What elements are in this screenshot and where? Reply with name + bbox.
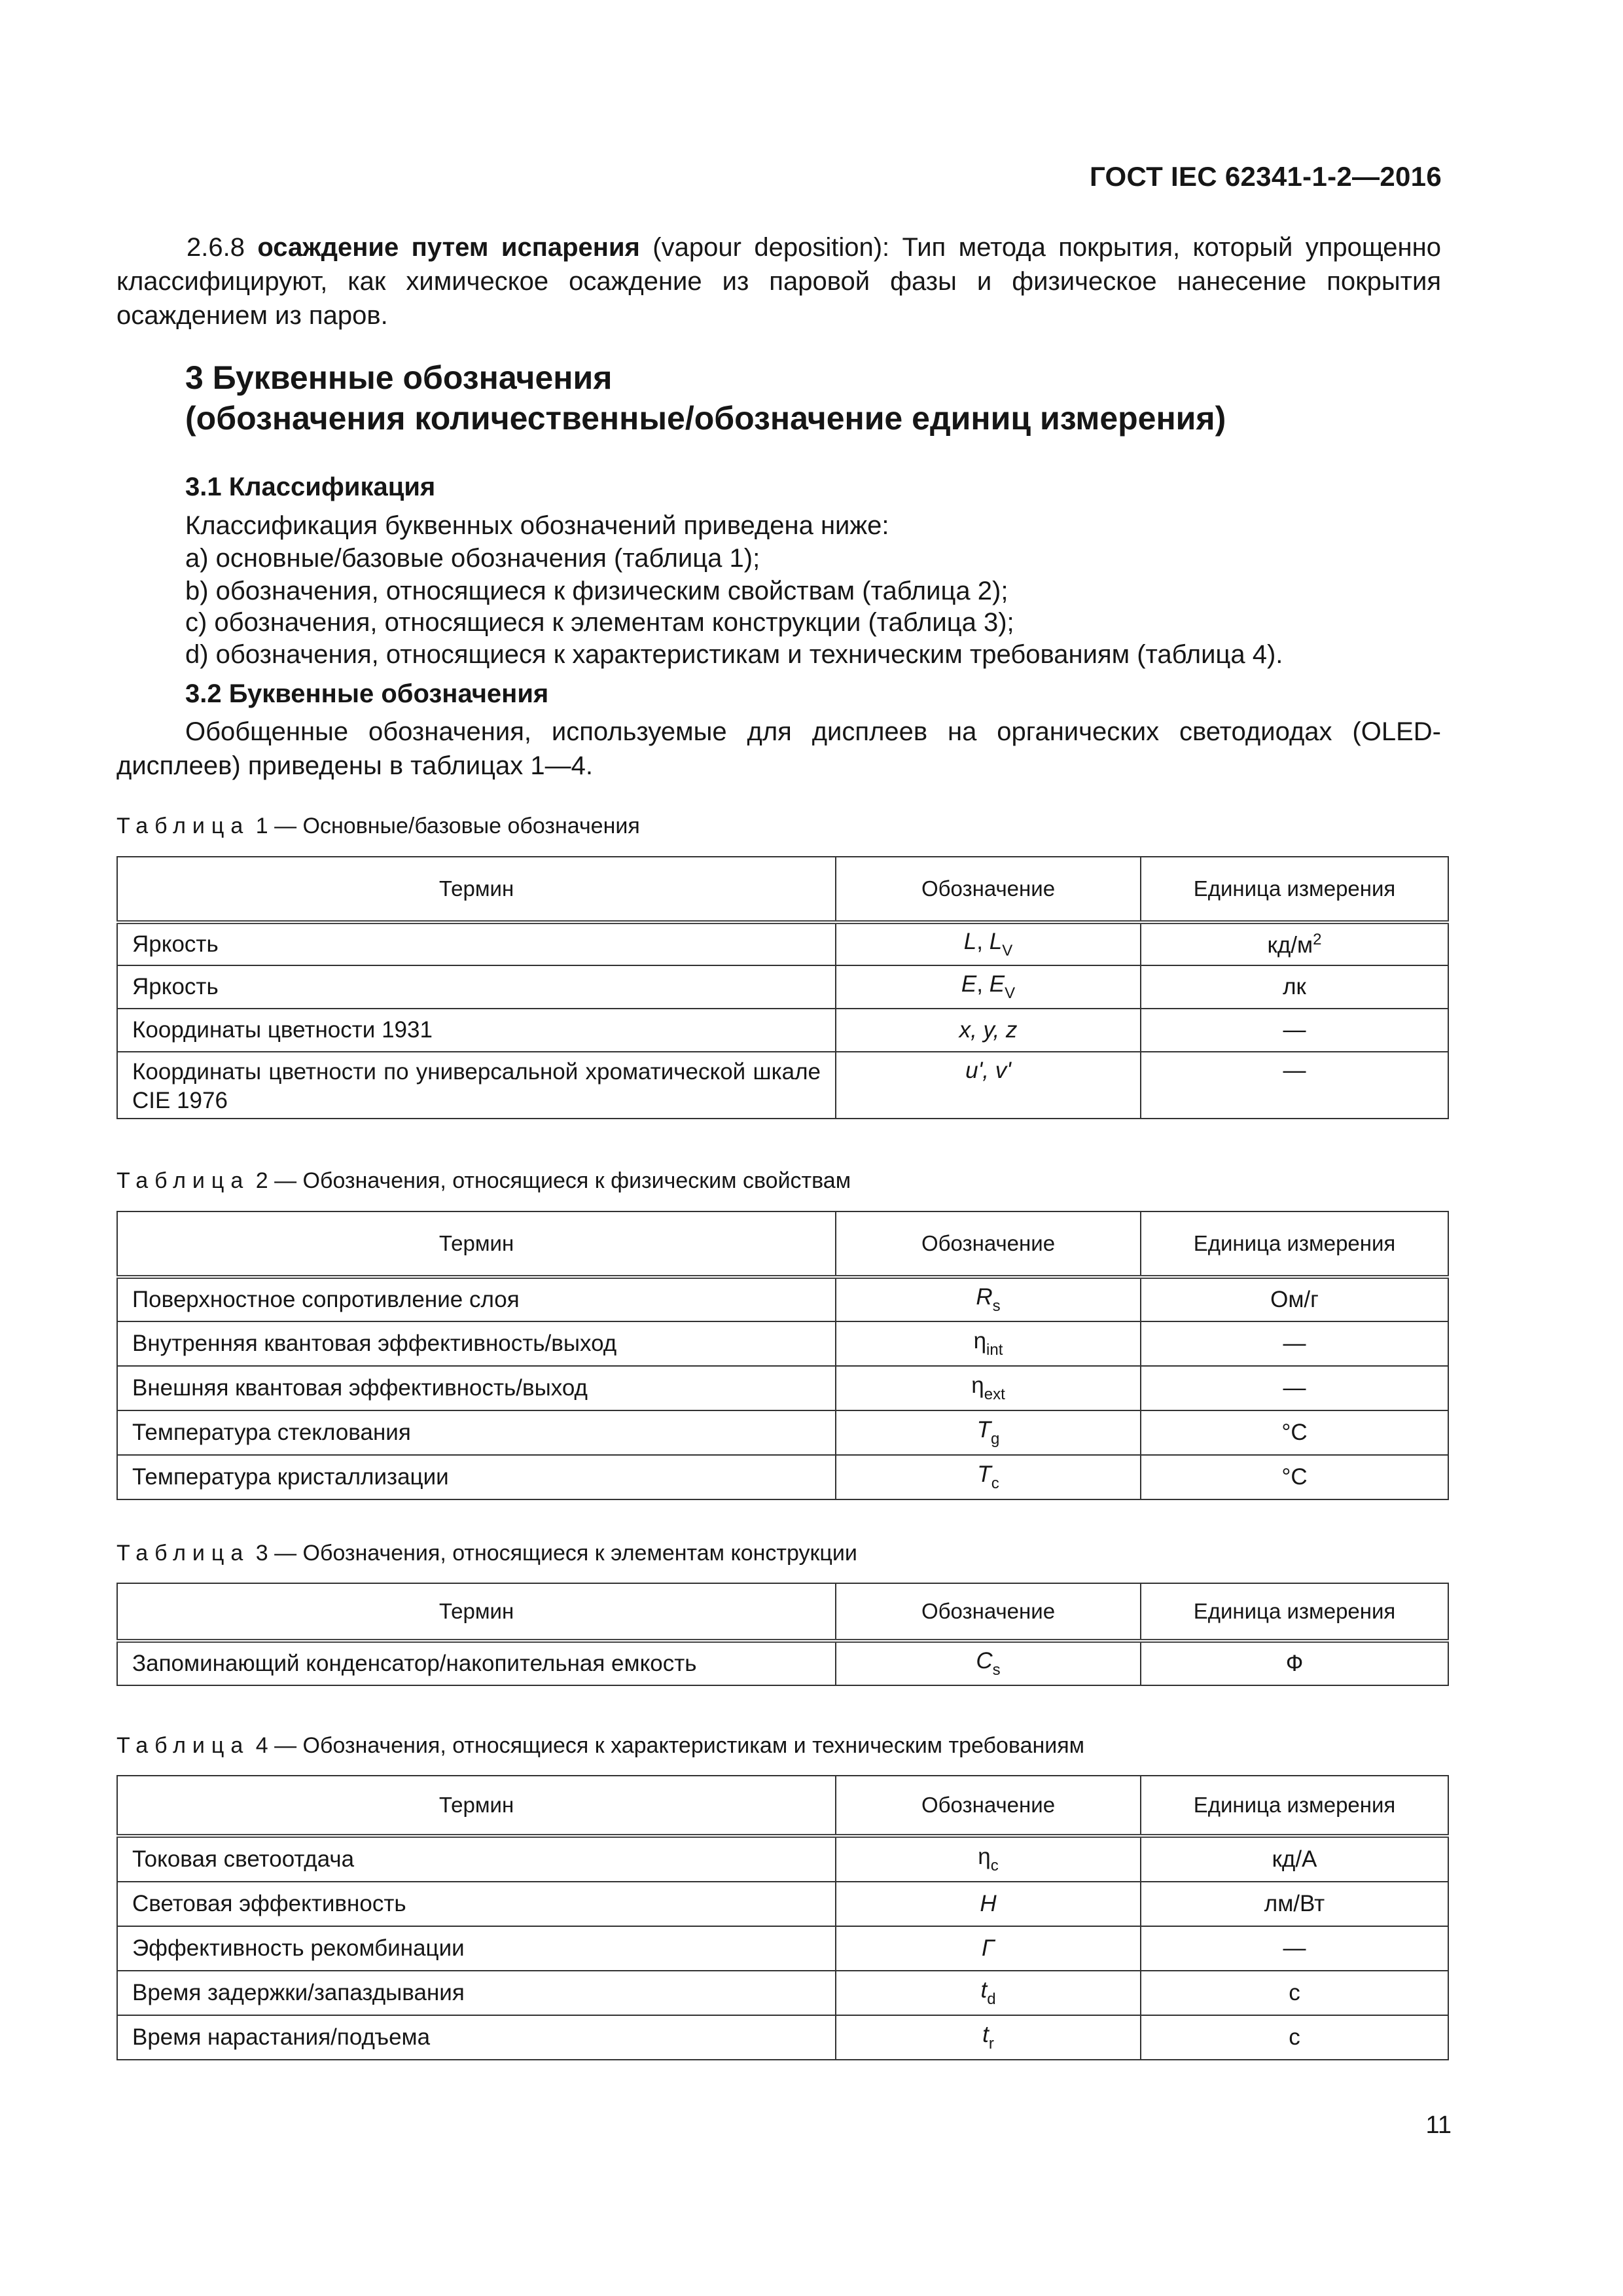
- definition-text: (vapour deposition): Тип метода покрытия, который упрощенно классифицируют, как химическое осаждение из паровой фазы и физическое нанесение покрытия осаждением из паров.: [116, 233, 1441, 330]
- section-3-2-text: Обобщенные обозначения, используемые для дисплеев на органических светодиодах (OLED-дисплеев) приведены в таблицах 1—4.: [116, 717, 1441, 780]
- unit-cell: —: [1141, 1009, 1448, 1052]
- symbol-cell: [836, 965, 1141, 1009]
- symbol-subscript: ext: [984, 1386, 1005, 1403]
- term-cell: Яркость: [117, 965, 836, 1009]
- unit-cell: кд/А: [1141, 1836, 1448, 1882]
- unit-superscript: 2: [1313, 930, 1322, 948]
- symbol-cell: [836, 1366, 1141, 1410]
- table-header-row: [117, 1211, 1448, 1277]
- table-row: [117, 1410, 1448, 1455]
- term-cell: Эффективность рекомбинации: [117, 1926, 836, 1971]
- symbol-cell: [836, 1926, 1141, 1971]
- term-cell: Токовая светоотдача: [117, 1836, 836, 1882]
- symbol-part: η: [973, 1328, 987, 1354]
- classification-item-d: d) обозначения, относящиеся к характеристикам и техническим требованиям (таблица 4).: [185, 640, 1283, 669]
- symbol-cell: [836, 2015, 1141, 2060]
- term-cell: Температура кристаллизации: [117, 1455, 836, 1499]
- symbol-cell: [836, 1836, 1141, 1882]
- header-symbol: Обозначение: [836, 1211, 1141, 1277]
- definition-2-6-8: [116, 230, 1441, 332]
- symbol-part: E: [989, 971, 1005, 997]
- table-2: [116, 1211, 1449, 1500]
- header-unit: Единица измерения: [1141, 1583, 1448, 1641]
- unit-cell: Ф: [1141, 1641, 1448, 1685]
- term-cell: Температура стеклования: [117, 1410, 836, 1455]
- symbol-subscript: g: [991, 1430, 1000, 1448]
- symbol-part: Γ: [982, 1935, 995, 1961]
- definition-number: 2.6.8: [187, 233, 245, 262]
- unit-cell: лм/Вт: [1141, 1882, 1448, 1926]
- symbol-separator: ,: [976, 929, 990, 954]
- term-cell: Внешняя квантовая эффективность/выход: [117, 1366, 836, 1410]
- symbol-part: t: [980, 1977, 988, 2003]
- term-cell: Координаты цветности по универсальной хроматической шкале CIE 1976: [117, 1052, 836, 1119]
- definition-term: осаждение путем испарения: [257, 233, 640, 262]
- symbol-subscript: c: [990, 1857, 999, 1874]
- section-3-1-title: 3.1 Классификация: [185, 473, 436, 501]
- table-row: [117, 922, 1448, 965]
- symbol-part: t: [982, 2022, 989, 2047]
- table-caption-word: Таблица: [116, 1168, 250, 1193]
- term-cell: Световая эффективность: [117, 1882, 836, 1926]
- symbol-part: L: [963, 929, 977, 954]
- header-symbol: Обозначение: [836, 857, 1141, 922]
- section-3-2-title: 3.2 Буквенные обозначения: [185, 679, 549, 708]
- symbol-subscript: V: [1002, 942, 1013, 960]
- symbol-cell: [836, 1277, 1141, 1321]
- unit-cell: —: [1141, 1926, 1448, 1971]
- unit-cell: —: [1141, 1052, 1448, 1119]
- term-cell: Время нарастания/подъема: [117, 2015, 836, 2060]
- unit-cell: [1141, 922, 1448, 965]
- table-row: [117, 1009, 1448, 1052]
- table-row: [117, 1926, 1448, 1971]
- symbol-part: R: [976, 1284, 993, 1310]
- symbol-part: E: [961, 971, 977, 997]
- section-3-1-intro: Классификация буквенных обозначений приведена ниже:: [185, 511, 889, 540]
- symbol-part: T: [977, 1462, 991, 1487]
- table-row: [117, 2015, 1448, 2060]
- symbol-subscript: c: [991, 1475, 999, 1492]
- table-1: [116, 856, 1449, 1119]
- unit-cell: —: [1141, 1366, 1448, 1410]
- table-1-caption: [116, 814, 640, 839]
- header-unit: Единица измерения: [1141, 1776, 1448, 1836]
- term-cell: Координаты цветности 1931: [117, 1009, 836, 1052]
- table-2-caption: [116, 1168, 851, 1194]
- symbol-subscript: s: [992, 1297, 1001, 1315]
- table-row: [117, 1366, 1448, 1410]
- header-symbol: Обозначение: [836, 1776, 1141, 1836]
- symbol-cell: u', v': [836, 1052, 1141, 1119]
- table-row: [117, 1277, 1448, 1321]
- symbol-cell: x, y, z: [836, 1009, 1141, 1052]
- header-term: Термин: [117, 1211, 836, 1277]
- table-row: [117, 1641, 1448, 1685]
- header-symbol: Обозначение: [836, 1583, 1141, 1641]
- table-header-row: [117, 1776, 1448, 1836]
- symbol-separator: ,: [976, 971, 990, 997]
- table-4-caption: [116, 1733, 1084, 1759]
- symbol-part: η: [978, 1844, 991, 1869]
- table-caption-text: 3 — Обозначения, относящиеся к элементам конструкции: [249, 1541, 857, 1566]
- symbol-subscript: V: [1005, 984, 1016, 1002]
- header-term: Термин: [117, 1583, 836, 1641]
- classification-item-a: a) основные/базовые обозначения (таблица 1);: [185, 544, 760, 573]
- symbol-cell: [836, 1641, 1141, 1685]
- term-cell: Яркость: [117, 922, 836, 965]
- unit-cell: с: [1141, 1971, 1448, 2015]
- table-caption-text: 4 — Обозначения, относящиеся к характеристикам и техническим требованиям: [249, 1733, 1085, 1758]
- table-3: [116, 1583, 1449, 1686]
- symbol-cell: [836, 1455, 1141, 1499]
- table-row: [117, 1836, 1448, 1882]
- symbol-subscript: int: [986, 1341, 1003, 1359]
- table-row: [117, 1971, 1448, 2015]
- term-cell: Время задержки/запаздывания: [117, 1971, 836, 2015]
- symbol-part: η: [971, 1372, 984, 1398]
- table-row: [117, 1455, 1448, 1499]
- unit-text: кд/м: [1267, 932, 1313, 958]
- term-cell: Запоминающий конденсатор/накопительная емкость: [117, 1641, 836, 1685]
- symbol-part: T: [976, 1417, 991, 1443]
- classification-item-b: b) обозначения, относящиеся к физическим свойствам (таблица 2);: [185, 577, 1008, 605]
- document-code-header: ГОСТ IEC 62341-1-2—2016: [1089, 161, 1442, 192]
- symbol-part: H: [980, 1891, 997, 1916]
- term-cell: Внутренняя квантовая эффективность/выход: [117, 1321, 836, 1366]
- table-4: [116, 1775, 1449, 2060]
- header-term: Термин: [117, 1776, 836, 1836]
- unit-cell: —: [1141, 1321, 1448, 1366]
- section-3-title-line1: 3 Буквенные обозначения: [185, 359, 613, 396]
- classification-item-c: c) обозначения, относящиеся к элементам конструкции (таблица 3);: [185, 608, 1014, 637]
- symbol-cell: [836, 1971, 1141, 2015]
- symbol-subscript: d: [987, 1990, 996, 2008]
- table-header-row: [117, 857, 1448, 922]
- table-row: [117, 965, 1448, 1009]
- symbol-part: C: [976, 1648, 993, 1674]
- symbol-subscript: s: [992, 1661, 1001, 1679]
- symbol-cell: [836, 1882, 1141, 1926]
- header-unit: Единица измерения: [1141, 857, 1448, 922]
- unit-cell: Ом/г: [1141, 1277, 1448, 1321]
- header-unit: Единица измерения: [1141, 1211, 1448, 1277]
- page-number: 11: [1425, 2111, 1452, 2139]
- table-header-row: [117, 1583, 1448, 1641]
- table-caption-text: 1 — Основные/базовые обозначения: [249, 814, 640, 838]
- symbol-cell: [836, 1410, 1141, 1455]
- section-3-title-line2: (обозначения количественные/обозначение единиц измерения): [185, 400, 1226, 437]
- unit-cell: °C: [1141, 1410, 1448, 1455]
- table-3-caption: [116, 1541, 857, 1566]
- table-caption-word: Таблица: [116, 1541, 250, 1566]
- term-cell: Поверхностное сопротивление слоя: [117, 1277, 836, 1321]
- unit-cell: °C: [1141, 1455, 1448, 1499]
- table-caption-word: Таблица: [116, 1733, 250, 1758]
- symbol-part: L: [989, 929, 1003, 954]
- table-row: [117, 1321, 1448, 1366]
- symbol-cell: [836, 1321, 1141, 1366]
- table-row: [117, 1882, 1448, 1926]
- table-caption-word: Таблица: [116, 814, 250, 838]
- symbol-cell: [836, 922, 1141, 965]
- header-term: Термин: [117, 857, 836, 922]
- unit-cell: лк: [1141, 965, 1448, 1009]
- table-caption-text: 2 — Обозначения, относящиеся к физическим свойствам: [249, 1168, 851, 1193]
- table-row: [117, 1052, 1448, 1119]
- symbol-subscript: r: [988, 2035, 994, 2053]
- unit-cell: с: [1141, 2015, 1448, 2060]
